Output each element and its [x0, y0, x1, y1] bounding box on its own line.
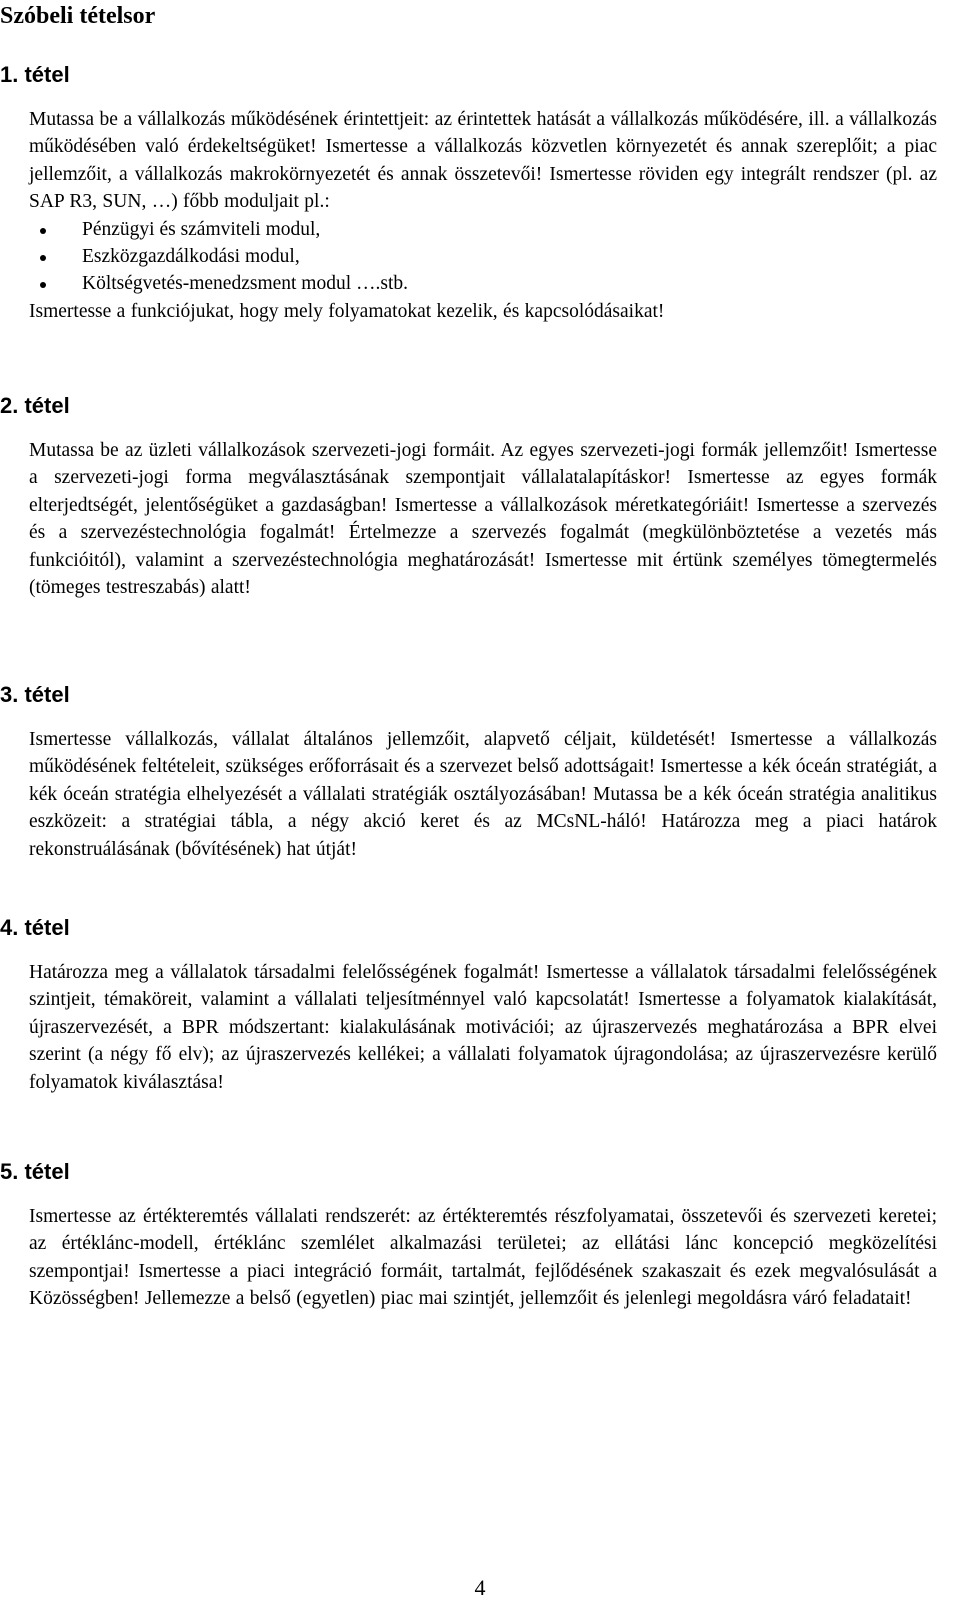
- section-3: [0, 682, 937, 863]
- bullet-icon: [40, 228, 46, 234]
- section-paragraph: Ismertesse az értékteremtés vállalati rendszerét: az értékteremtés részfolyamatai, összetevői és szervezeti keretei; az értéklánc-modell, értéklánc szemlélet alkalmazási területei; az ellátási lánc koncepció megközelítési szempontjai! Ismertesse a piaci integráció formáit, tartalmát, fejlődésének szakaszait és ezek megvalósulását a Közösségben! Jellemezze a belső (egyetlen) piac mai szintjét, jellemzőit és jelenlegi megoldásra váró feladatait!: [29, 1206, 937, 1310]
- bullet-icon: [40, 282, 46, 288]
- bullet-icon: [40, 255, 46, 261]
- section-4: [0, 915, 937, 1096]
- section-paragraph: Mutassa be a vállalkozás működésének érintettjeit: az érintettek hatását a vállalkozás működésére, ill. a vállalkozás működésében való érdekeltségüket! Ismertesse a vállalkozás közvetlen környezetét és annak szereplőit; a piac jellemzőit, a vállalkozás makrokörnyezetét és annak összetevői! Ismertesse röviden egy integrált rendszer (pl. az SAP R3, SUN, …) főbb moduljait pl.:: [29, 109, 937, 213]
- list-item-text: Eszközgazdálkodási modul,: [82, 246, 300, 268]
- list-item: [82, 243, 937, 270]
- section-paragraph: Ismertesse vállalkozás, vállalat általános jellemzőit, alapvető céljait, küldetését! Ismertesse a vállalkozás működésének feltételeit, szükséges erőforrásait és a szervezet belső adottságait! Ismertesse a kék óceán stratégiát, a kék óceán stratégia elhelyezését a vállalati stratégiák osztályozásában! Mutassa be a kék óceán stratégia analitikus eszközeit: a stratégiai tábla, a négy akció keret és az MCsNL-háló! Határozza meg a piaci határok rekonstruálásának (bővítésének) hat útját!: [29, 729, 937, 860]
- list-item-text: Pénzügyi és számviteli modul,: [82, 218, 321, 240]
- section-1: [0, 62, 937, 325]
- section-paragraph: Mutassa be az üzleti vállalkozások szervezeti-jogi formáit. Az egyes szervezeti-jogi formák jellemzőit! Ismertesse a szervezeti-jogi forma megválasztásának szempontjait vállalatalapításkor! Ismertesse az egyes formák elterjedtségét, jelentőségüket a gazdaságban! Ismertesse a vállalkozások méretkategóriáit! Ismertesse a szervezés és a szervezéstechnológia fogalmát! Értelmezze a szervezés fogalmát (megkülönböztetése a vezetés más funkcióitól), valamint a szervezéstechnológia meghatározását! Ismertesse mit értünk személyes tömegtermelés (tömeges testreszabás) alatt!: [29, 440, 937, 599]
- list-item: [82, 216, 937, 243]
- section-heading: 5. tétel: [0, 1159, 70, 1184]
- section-heading: 4. tétel: [0, 915, 70, 940]
- page-number: 4: [474, 1575, 486, 1600]
- section-paragraph: Határozza meg a vállalatok társadalmi felelősségének fogalmát! Ismertesse a vállalatok társadalmi felelősségének szintjeit, témaköreit, valamint a vállalati teljesítménnyel való kapcsolatát! Ismertesse a folyamatok kialakítását, újraszervezését, a BPR módszertant: kialakulásának motivációi; az újraszervezés meghatározása a BPR elvei szerint (a négy fő elv); az újraszervezés kellékei; a vállalati folyamatok újragondolása; az újraszervezésre kerülő folyamatok kiválasztása!: [29, 962, 937, 1093]
- list-item-text: Költségvetés-menedzsment modul ….stb.: [82, 273, 409, 295]
- section-heading: 3. tétel: [0, 682, 70, 707]
- section-heading: 1. tétel: [0, 62, 70, 87]
- section-5: [0, 1159, 937, 1313]
- list-item: [82, 270, 937, 297]
- section-heading: 2. tétel: [0, 393, 70, 418]
- section-paragraph: Ismertesse a funkciójukat, hogy mely folyamatokat kezelik, és kapcsolódásaikat!: [29, 300, 665, 322]
- module-list: [29, 216, 937, 298]
- section-2: [0, 393, 937, 601]
- document-title: Szóbeli tételsor: [0, 3, 156, 29]
